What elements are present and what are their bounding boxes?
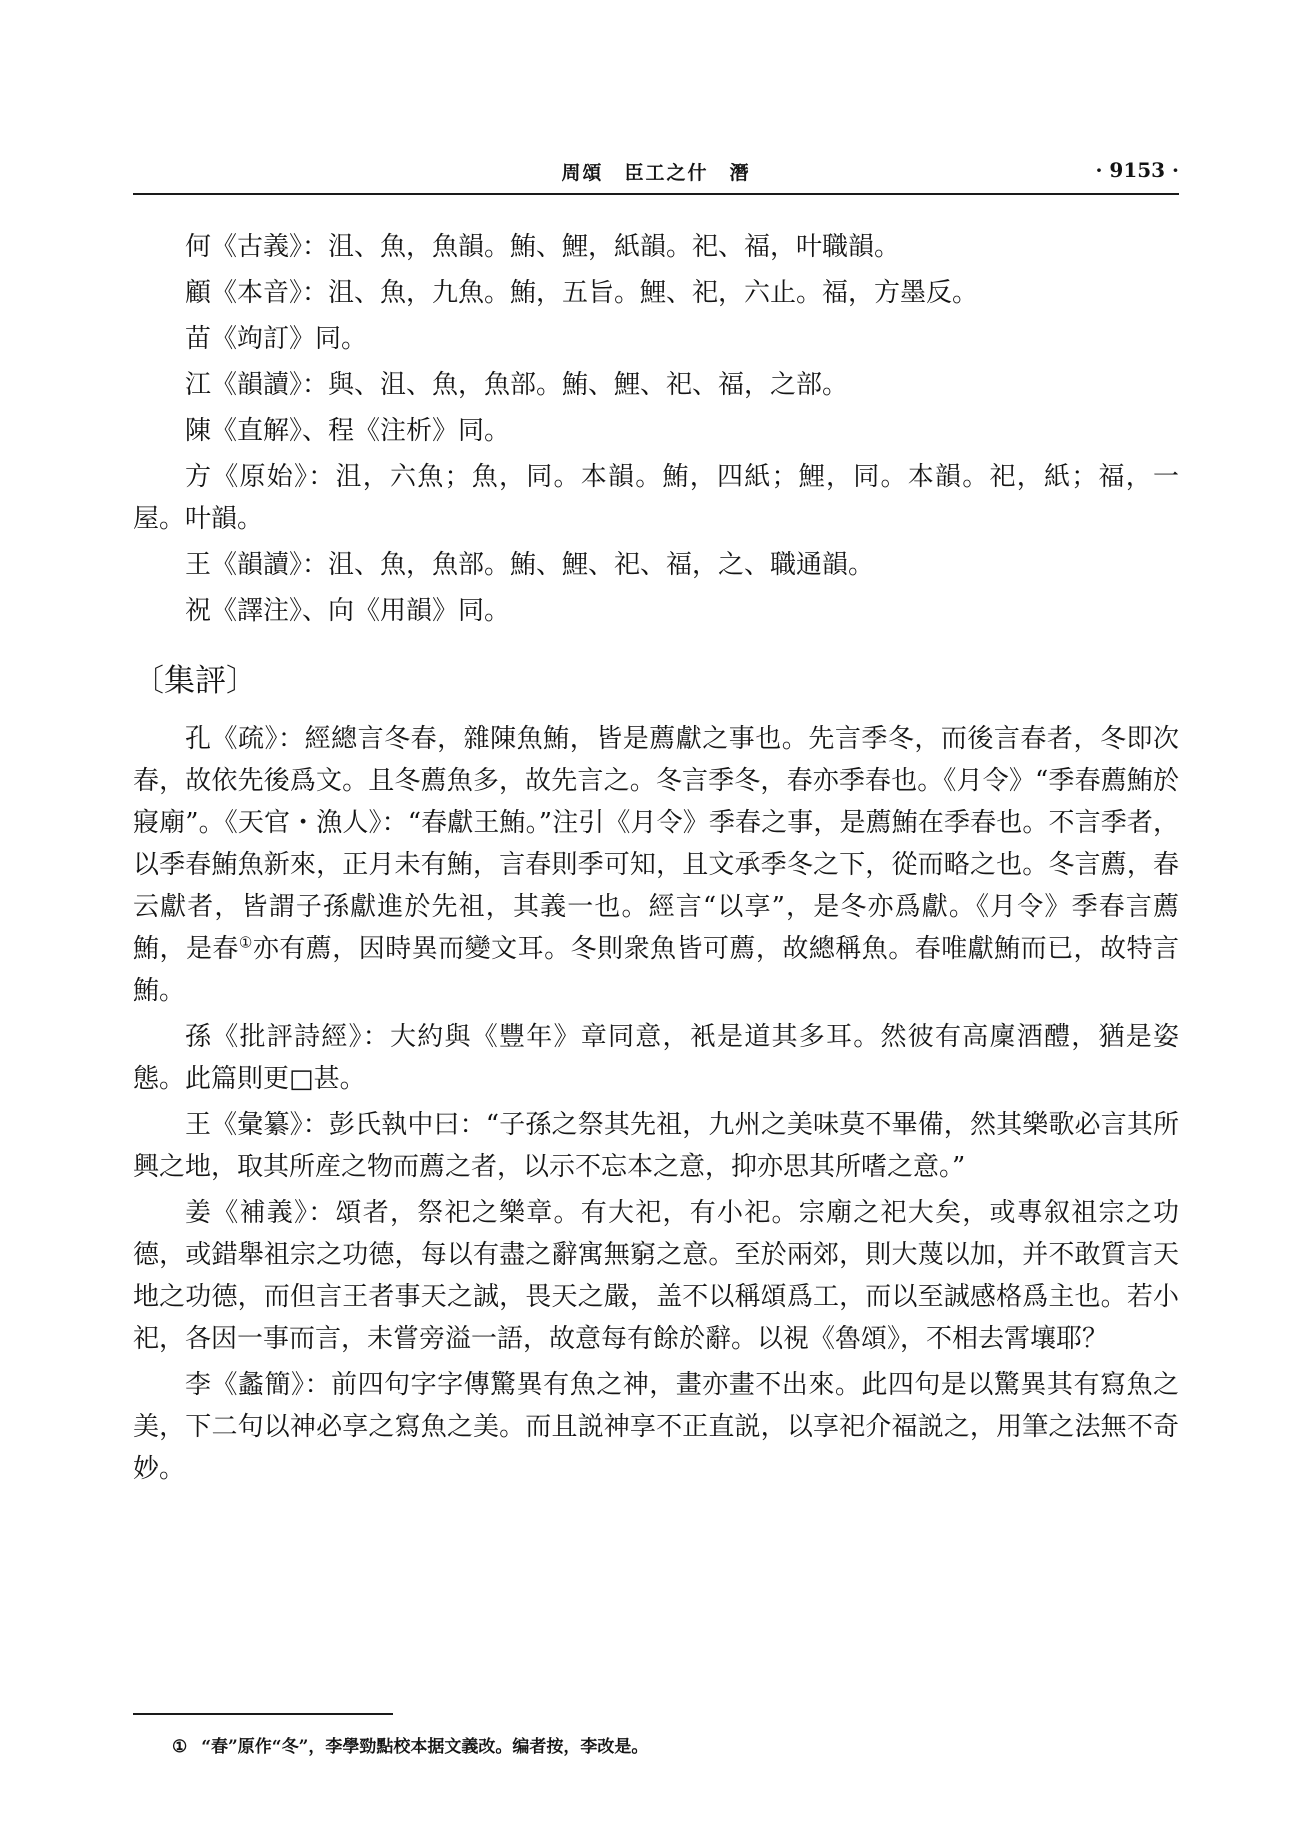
footnote-rule	[133, 1713, 393, 1715]
commentary-text: 孔《疏》：經總言冬春，雜陳魚鮪，皆是薦獻之事也。先言季冬，而後言春者，冬即次春，故依先後爲文。且冬薦魚多，故先言之。冬言季冬，春亦季春也。《月令》“季春薦鮪於寢廟”。《天官・漁人》：“春獻王鮪。”注引《月令》季春之事，是薦鮪在季春也。不言季者，以季春鮪魚新來，正月未有鮪，言春則季可知，且文承季冬之下，從而略之也。冬言薦，春云獻者，皆謂子孫獻進於先祖，其義一也。經言“以享”，是冬亦爲獻。《月令》季春言薦鮪，是春	[133, 724, 1179, 964]
rhyme-note: 祝《譯注》、向《用韻》同。	[185, 596, 511, 626]
commentary-paragraph: 王《彙纂》：彭氏執中曰：“子孫之祭其先祖，九州之美味莫不畢備，然其樂歌必言其所興之地，取其所産之物而薦之者，以示不忘本之意，抑亦思其所嗜之意。”	[133, 1110, 1179, 1182]
commentary-paragraph: 李《蠡簡》：前四句字字傳驚異有魚之神，畫亦畫不出來。此四句是以驚異其有寫魚之美，下二句以神必享之寫魚之美。而且説神享不正直説，以享祀介福説之，用筆之法無不奇妙。	[133, 1370, 1179, 1484]
rhyme-note: 何《古義》：沮、魚，魚韻。鮪、鯉，紙韻。祀、福，叶職韻。	[185, 232, 901, 262]
running-title: 周頌 臣工之什 潛	[561, 162, 751, 184]
header-rule	[133, 193, 1179, 195]
commentary-paragraph: 姜《補義》：頌者，祭祀之樂章。有大祀，有小祀。宗廟之祀大矣，或專叙祖宗之功德，或錯舉祖宗之功德，每以有盡之辭寓無窮之意。至於兩郊，則大蔑以加，并不敢質言天地之功德，而但言王者事天之誠，畏天之嚴，盖不以稱頌爲工，而以至誠感格爲主也。若小祀，各因一事而言，未嘗旁溢一語，故意每有餘於辭。以視《魯頌》，不相去霄壤耶？	[133, 1198, 1179, 1354]
rhyme-note: 苗《竘訂》同。	[185, 324, 368, 354]
rhyme-note: 王《韻讀》：沮、魚，魚部。鮪、鯉、祀、福，之、職通韻。	[185, 550, 875, 580]
footnote-marker: ①	[172, 1737, 188, 1757]
rhyme-note: 顧《本音》：沮、魚，九魚。鮪，五旨。鯉、祀，六止。福，方墨反。	[185, 278, 979, 308]
footnote-reference[interactable]: ①	[238, 933, 253, 952]
commentary-paragraph: 孫《批評詩經》：大約與《豐年》章同意，衹是道其多耳。然彼有高廩酒醴，猶是姿態。此篇則更□甚。	[133, 1022, 1179, 1094]
footnote-text: “春”原作“冬”，李學勁點校本据文義改。编者按，李改是。	[201, 1737, 649, 1757]
commentary-paragraph	[133, 718, 1179, 1012]
page-number: · 9153 ·	[1095, 158, 1179, 182]
section-heading: 〔集評〕	[133, 663, 257, 699]
page-header	[133, 158, 1179, 194]
rhyme-note: 江《韻讀》：與、沮、魚，魚部。鮪、鯉、祀、福，之部。	[185, 370, 849, 400]
rhyme-note: 方《原始》：沮，六魚；魚，同。本韻。鮪，四紙；鯉，同。本韻。祀，紙；福，一屋。叶韻。	[133, 462, 1179, 534]
commentary-text: 亦有薦，因時異而變文耳。冬則衆魚皆可薦，故總稱魚。春唯獻鮪而已，故特言鮪。	[133, 934, 1179, 1006]
main-text	[133, 226, 1179, 1494]
rhyme-note: 陳《直解》、程《注析》同。	[185, 416, 511, 446]
footnote	[172, 1734, 1172, 1760]
